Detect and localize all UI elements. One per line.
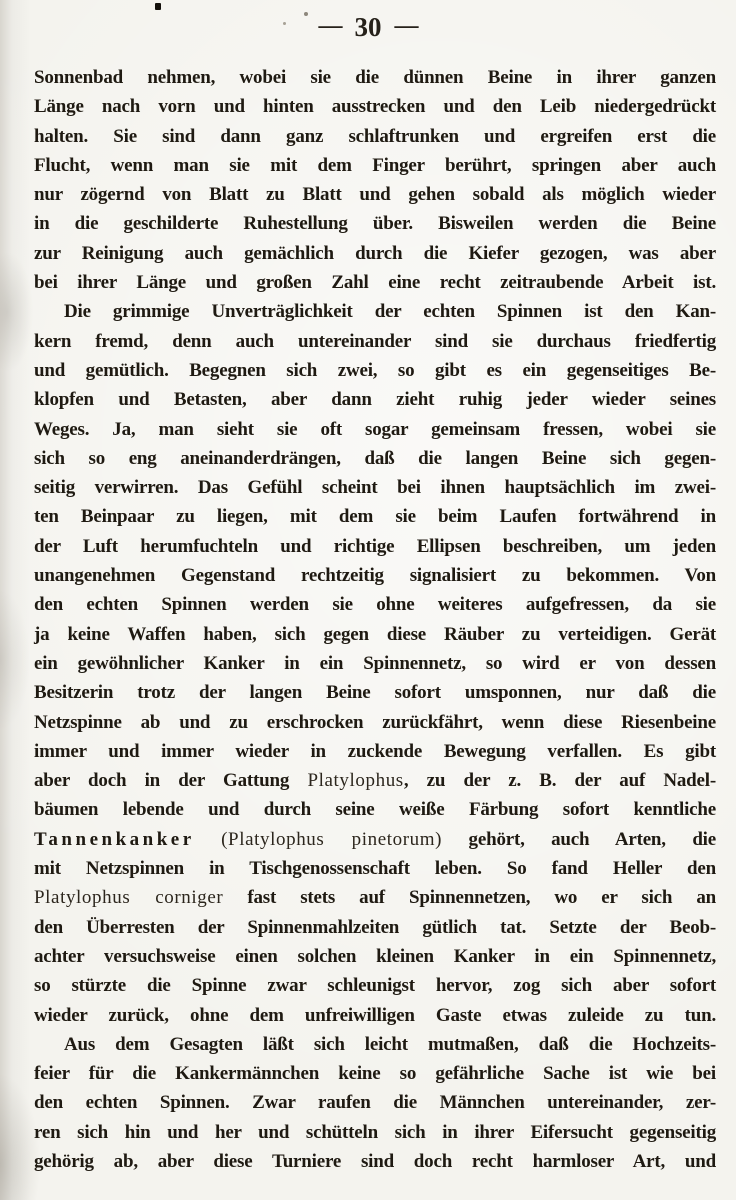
text-line <box>34 708 716 737</box>
fraktur-text: nur zögernd von Blatt zu Blatt und gehen sobald als möglich wieder <box>34 184 716 206</box>
fraktur-text: Netzspinne ab und zu erschrocken zurückfährt, wenn diese Riesenbeine <box>34 711 716 733</box>
header-right-dash: — <box>394 13 418 39</box>
fraktur-text: aber doch in der Gattung <box>34 770 308 792</box>
fraktur-text: den echten Spinnen. Zwar raufen die Männchen untereinander, zer- <box>34 1092 716 1114</box>
fraktur-text: in die geschilderte Ruhestellung über. Bisweilen werden die Beine <box>34 213 716 235</box>
text-line <box>34 1059 716 1088</box>
fraktur-text: Sonnenbad nehmen, wobei sie die dünnen Beine in ihrer ganzen <box>34 67 716 88</box>
text-line <box>34 473 716 502</box>
latin-species-name: Platylophus corniger <box>34 887 224 909</box>
fraktur-text: achter versuchsweise einen solchen kleinen Kanker in ein Spinnennetz, <box>34 945 716 967</box>
text-line <box>34 913 716 942</box>
ink-speck <box>155 3 161 10</box>
text-line <box>34 620 716 649</box>
text-line <box>34 122 716 151</box>
text-line <box>34 942 716 971</box>
fraktur-text: sich so eng aneinanderdrängen, daß die langen Beine sich gegen- <box>34 447 716 469</box>
fraktur-text: Flucht, wenn man sie mit dem Finger berührt, springen aber auch <box>34 154 716 176</box>
text-line <box>34 678 716 707</box>
fraktur-text: gehört, auch Arten, die <box>442 828 716 850</box>
text-line <box>34 180 716 209</box>
fraktur-text: halten. Sie sind dann ganz schlaftrunken und ergreifen erst die <box>34 125 716 147</box>
text-line <box>34 415 716 444</box>
text-line <box>34 649 716 678</box>
emphasized-term: Tannenkanker <box>34 828 195 850</box>
fraktur-text: ten Beinpaar zu liegen, mit dem sie beim Laufen fortwährend in <box>34 506 716 528</box>
fraktur-text: zur Reinigung auch gemächlich durch die Kiefer gezogen, was aber <box>34 242 716 264</box>
text-line <box>34 209 716 238</box>
text-line <box>34 1030 716 1059</box>
latin-species-name: (Platylophus pinetorum) <box>221 828 443 850</box>
fraktur-text: gehörig ab, aber diese Turniere sind doch recht harmloser Art, und <box>34 1150 716 1172</box>
text-line <box>34 444 716 473</box>
fraktur-text: , zu der z. B. der auf Nadel- <box>403 770 716 792</box>
fraktur-text: den echten Spinnen werden sie ohne weiteres aufgefressen, da sie <box>34 594 716 616</box>
text-line <box>34 327 716 356</box>
fraktur-text: unangenehmen Gegenstand rechtzeitig signalisiert zu bekommen. Von <box>34 565 716 587</box>
text-line <box>34 1118 716 1147</box>
fraktur-text <box>195 829 221 850</box>
text-line <box>34 239 716 268</box>
page-number: 30 <box>354 12 382 42</box>
fraktur-text: mit Netzspinnen in Tischgenossenschaft leben. So fand Heller den <box>34 858 716 880</box>
text-line <box>34 356 716 385</box>
fraktur-text: bei ihrer Länge und großen Zahl eine recht zeitraubende Arbeit ist. <box>34 272 716 294</box>
text-line <box>34 1088 716 1117</box>
text-line <box>34 737 716 766</box>
text-line <box>34 795 716 824</box>
fraktur-text: kern fremd, denn auch untereinander sind sie durchaus friedfertig <box>34 330 716 352</box>
page-header <box>0 12 736 43</box>
text-line <box>34 297 716 326</box>
fraktur-text: Die grimmige Unverträglichkeit der echten Spinnen ist den Kan- <box>64 301 716 323</box>
text-line <box>34 825 716 854</box>
fraktur-text: den Überresten der Spinnenmahlzeiten gütlich tat. Setzte der Beob- <box>34 916 716 938</box>
text-line <box>34 971 716 1000</box>
latin-species-name: Platylophus <box>307 770 404 792</box>
text-line <box>34 561 716 590</box>
fraktur-text: Weges. Ja, man sieht sie oft sogar gemeinsam fressen, wobei sie <box>34 418 716 440</box>
fraktur-text: und gemütlich. Begegnen sich zwei, so gibt es ein gegenseitiges Be- <box>34 359 716 381</box>
text-line <box>34 92 716 121</box>
text-line <box>34 854 716 883</box>
fraktur-text: ein gewöhnlicher Kanker in ein Spinnennetz, so wird er von dessen <box>34 652 716 674</box>
fraktur-text: Länge nach vorn und hinten ausstrecken und den Leib niedergedrückt <box>34 96 716 118</box>
text-line <box>34 151 716 180</box>
text-line <box>34 63 716 92</box>
fraktur-text: seitig verwirren. Das Gefühl scheint bei ihnen hauptsächlich im zwei- <box>34 477 716 499</box>
fraktur-text: wieder zurück, ohne dem unfreiwilligen Gaste etwas zuleide zu tun. <box>34 1004 716 1026</box>
fraktur-text: fast stets auf Spinnennetzen, wo er sich an <box>223 887 717 909</box>
fraktur-text: Aus dem Gesagten läßt sich leicht mutmaßen, daß die Hochzeits- <box>64 1033 716 1055</box>
text-line <box>34 532 716 561</box>
fraktur-text: bäumen lebende und durch seine weiße Färbung sofort kenntliche <box>34 799 716 821</box>
header-left-dash: — <box>318 13 342 39</box>
text-line <box>34 883 716 912</box>
fraktur-text: feier für die Kankermännchen keine so gefährliche Sache ist wie bei <box>34 1063 716 1085</box>
text-line <box>34 1147 716 1176</box>
fraktur-text: immer und immer wieder in zuckende Bewegung verfallen. Es gibt <box>34 740 716 762</box>
fraktur-text: Besitzerin trotz der langen Beine sofort umsponnen, nur daß die <box>34 682 716 704</box>
fraktur-text: der Luft herumfuchteln und richtige Ellipsen beschreiben, um jeden <box>34 535 716 557</box>
text-line <box>34 502 716 531</box>
fraktur-text: so stürzte die Spinne zwar schleunigst hervor, zog sich aber sofort <box>34 975 716 997</box>
text-line <box>34 385 716 414</box>
text-line <box>34 268 716 297</box>
text-line <box>34 766 716 795</box>
fraktur-text: klopfen und Betasten, aber dann zieht ruhig jeder wieder seines <box>34 389 716 411</box>
text-line <box>34 1001 716 1030</box>
fraktur-text: ren sich hin und her und schütteln sich in ihrer Eifersucht gegenseitig <box>34 1121 716 1143</box>
text-line <box>34 590 716 619</box>
body-text <box>34 63 716 1176</box>
fraktur-text: ja keine Waffen haben, sich gegen diese Räuber zu verteidigen. Gerät <box>34 623 716 645</box>
